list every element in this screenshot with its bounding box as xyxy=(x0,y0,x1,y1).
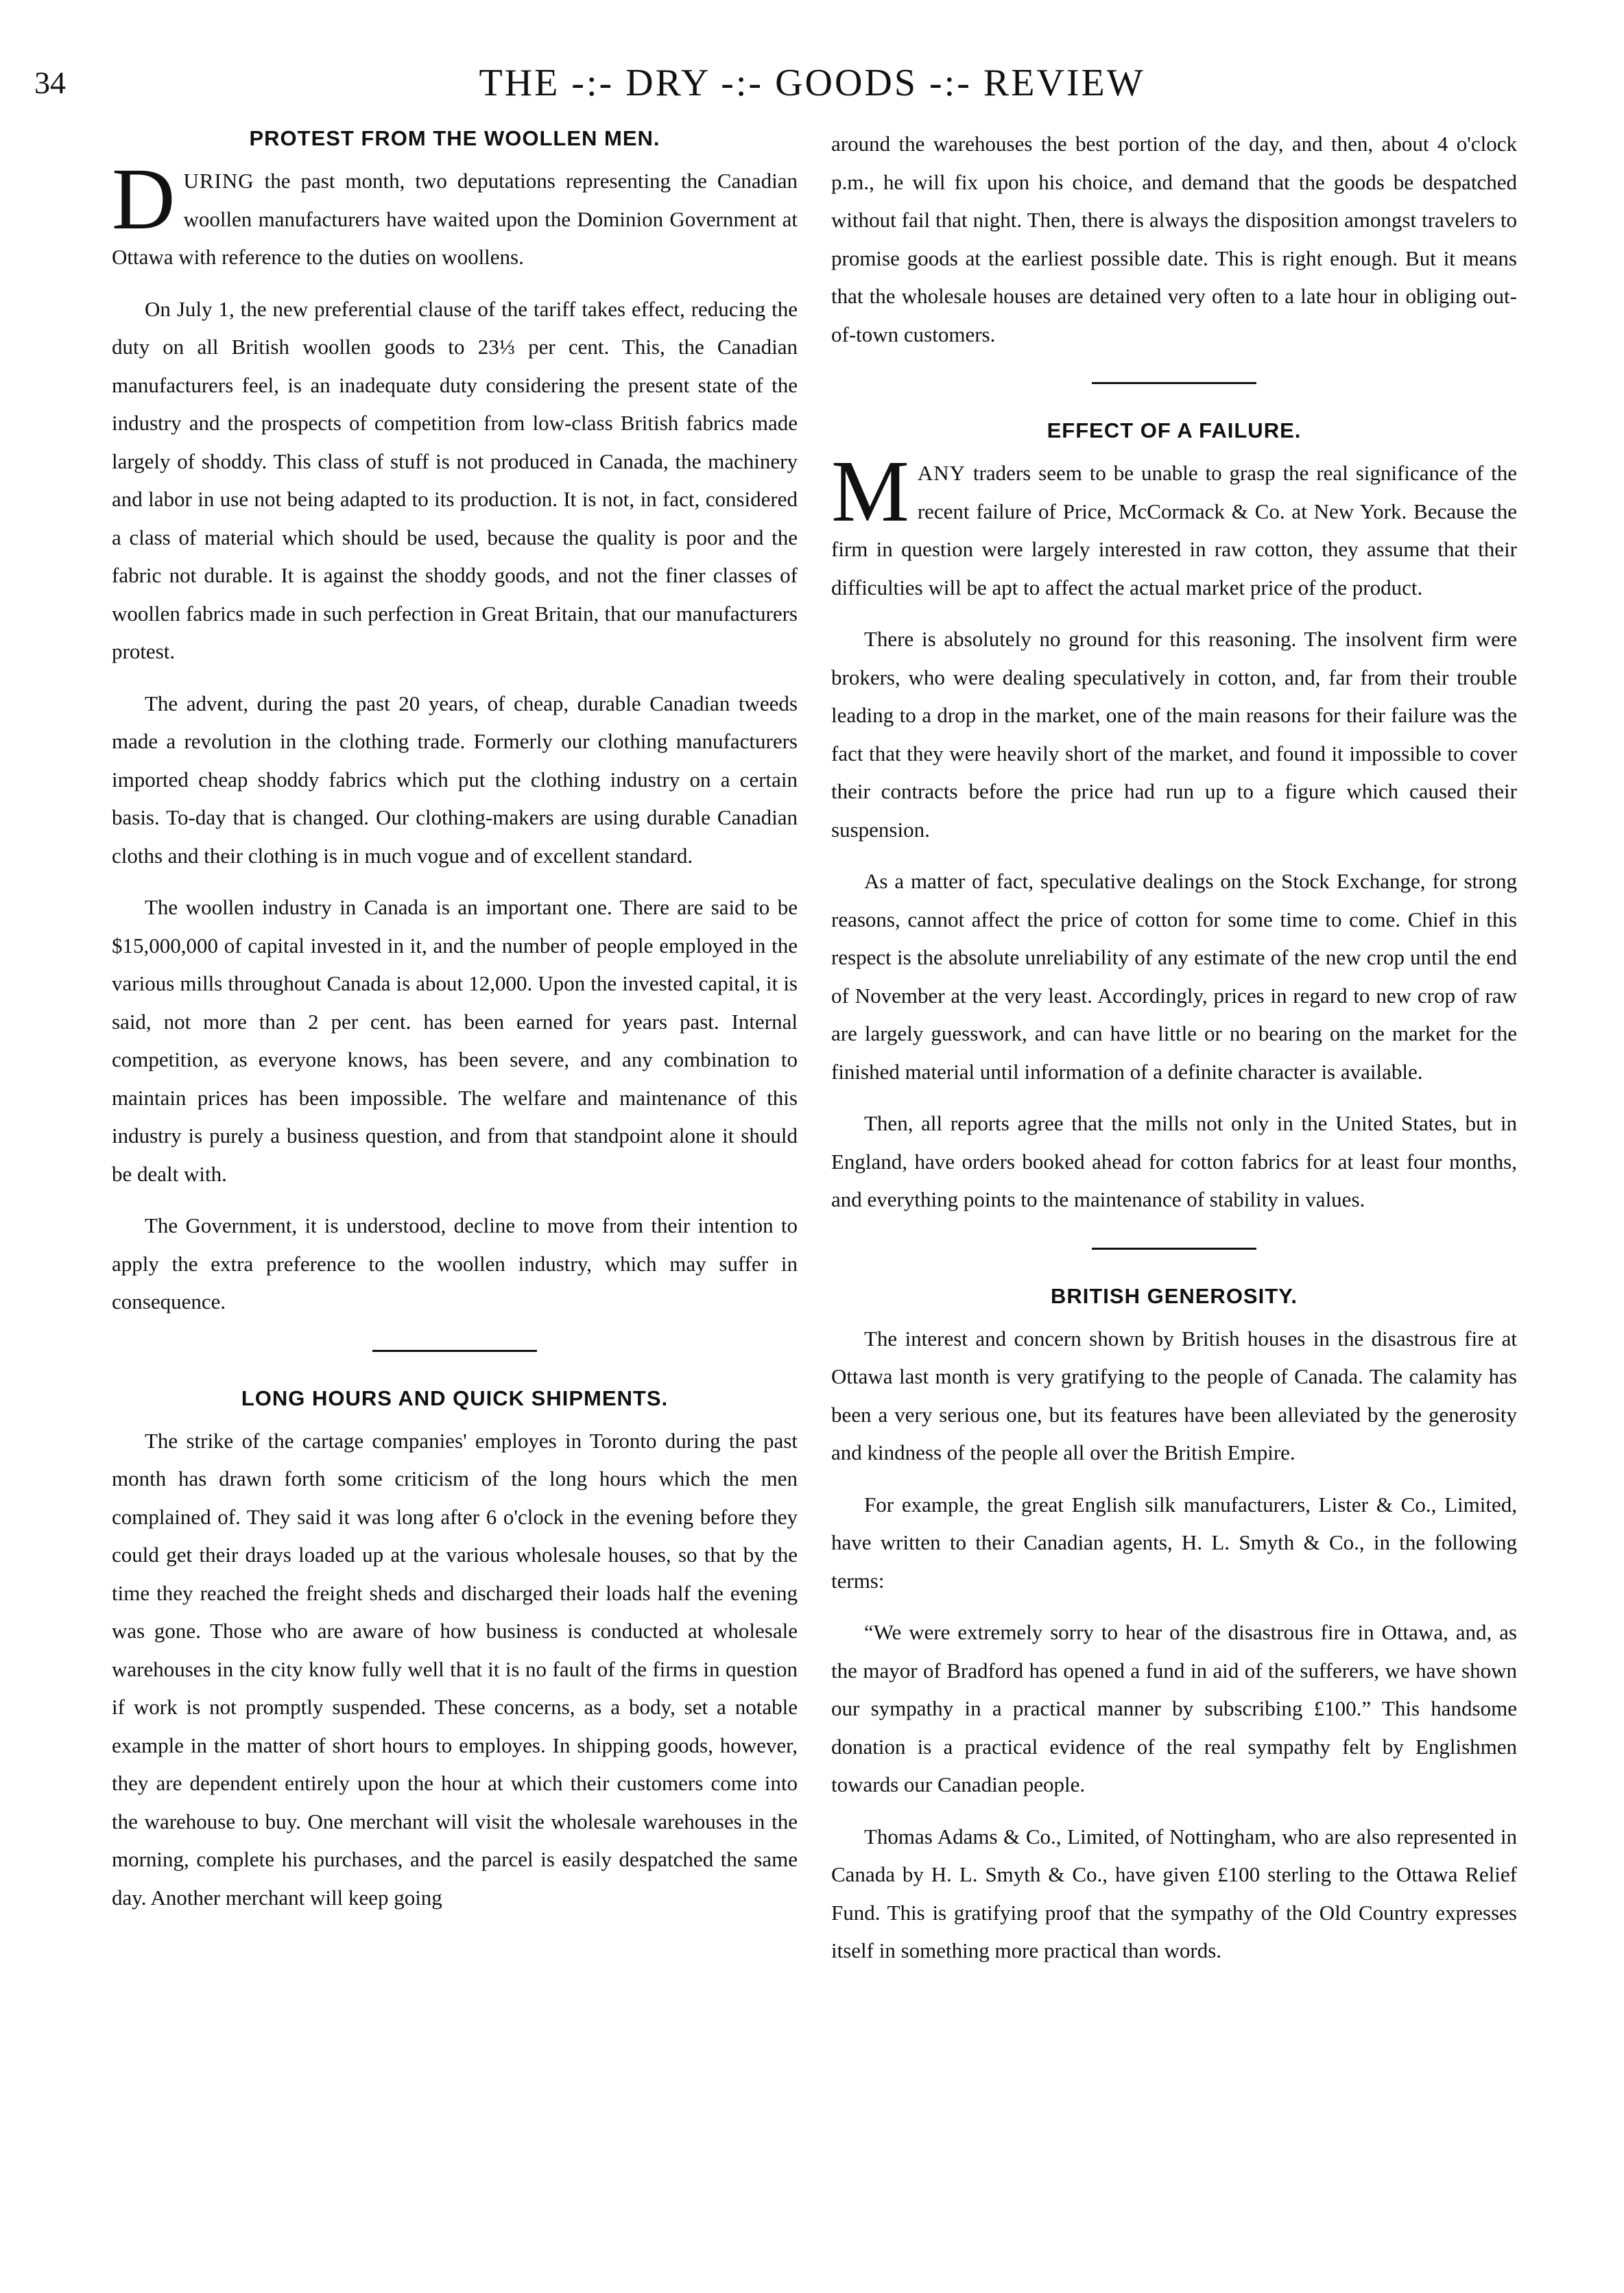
page-header xyxy=(0,59,1624,107)
article-heading: EFFECT OF A FAILURE. xyxy=(1047,418,1302,442)
article-protest-woollen-men xyxy=(112,125,798,1321)
article-heading: LONG HOURS AND QUICK SHIPMENTS. xyxy=(241,1386,669,1410)
article-paragraph xyxy=(831,442,1517,606)
article-paragraph xyxy=(112,150,798,276)
article-paragraph: There is absolutely no ground for this reasoning. The insolvent firm were brokers, who were dealing speculatively in cotton, and, far from their trouble leading to a drop in the market, one of the main reasons for their failure was the fact that they were heavily short of the market, and found it impossible to cover their contracts before the price had run up to a figure which caused their suspension. xyxy=(831,627,1517,842)
article-british-generosity xyxy=(831,1283,1517,1970)
article-paragraph: For example, the great English silk manufacturers, Lister & Co., Limited, have written to their Canadian agents, H. L. Smyth & Co., in the following terms: xyxy=(831,1492,1517,1593)
article-long-hours xyxy=(112,1385,798,1917)
article-paragraph: The interest and concern shown by British houses in the disastrous fire at Ottawa last month is very gratifying to the people of Canada. The calamity has been a very serious one, but its features have been alleviated by the generosity and kindness of the people all over the British Empire. xyxy=(831,1326,1517,1464)
article-paragraph: around the warehouses the best portion of the day, and then, about 4 o'clock p.m., he will fix upon his choice, and demand that the goods be despatched without fail that night. Then, there is always the disposition amongst travelers to promise goods at the earliest possible date. This is right enough. But it means that the wholesale houses are detained very often to a late hour in obliging out-of-town customers. xyxy=(831,132,1517,346)
drop-cap: D xyxy=(112,150,176,248)
article-paragraph: Then, all reports agree that the mills not only in the United States, but in England, have orders booked ahead for cotton fabrics for at least four months, and everything points to the maintenance of stability in values. xyxy=(831,1111,1517,1211)
article-heading: BRITISH GENEROSITY. xyxy=(1050,1283,1298,1308)
paragraph-text: traders seem to be unable to grasp the real significance of the recent failure of Price, McCormack & Co. at New York. Because the firm in question were largely interested in raw cotton, they assume that their difficulties will be apt to affect the actual market price of the product. xyxy=(831,461,1517,599)
section-divider xyxy=(372,1350,537,1352)
article-paragraph: Thomas Adams & Co., Limited, of Nottingham, who are also represented in Canada by H. L. Smyth & Co., have given £100 sterling to the Ottawa Relief Fund. This is gratifying proof that the sympathy of the Old Country expresses itself in something more practical than words. xyxy=(831,1824,1517,1962)
article-paragraph: The woollen industry in Canada is an important one. There are said to be $15,000,000 of capital invested in it, and the number of people employed in the various mills throughout Canada is about 12,000. Upon the invested capital, it is said, not more than 2 per cent. has been earned for years past. Internal competition, as everyone knows, has been severe, and any combination to maintain prices has been impossible. The welfare and maintenance of this industry is purely a business question, and from that standpoint alone it should be dealt with. xyxy=(112,895,798,1186)
article-paragraph: As a matter of fact, speculative dealings on the Stock Exchange, for strong reasons, cannot affect the price of cotton for some time to come. Chief in this respect is the absolute unreliability of any estimate of the new crop until the end of November at the very least. Accordingly, prices in regard to new crop of raw are largely guesswork, and can have little or no bearing on the market for the finished material until information of a definite character is available. xyxy=(831,869,1517,1084)
paragraph-text: the past month, two deputations representing the Canadian woollen manufacturers have waited upon the Dominion Government at Ottawa with reference to the duties on woollens. xyxy=(112,169,798,269)
article-long-hours-continued xyxy=(831,125,1517,353)
section-divider xyxy=(1092,382,1256,384)
article-paragraph: “We were extremely sorry to hear of the disastrous fire in Ottawa, and, as the mayor of Bradford has opened a fund in aid of the sufferers, we have shown our sympathy in a practical manner by subscribing £100.” This handsome donation is a practical evidence of the real sympathy felt by Englishmen towards our Canadian people. xyxy=(831,1620,1517,1796)
left-column xyxy=(112,125,798,1930)
section-divider xyxy=(1092,1248,1256,1250)
running-title: THE -:- DRY -:- GOODS -:- REVIEW xyxy=(479,62,1145,104)
article-effect-of-failure xyxy=(831,417,1517,1219)
right-column xyxy=(831,125,1517,1984)
article-paragraph: The Government, it is understood, decline to move from their intention to apply the extra preference to the woollen industry, which may suffer in consequence. xyxy=(112,1213,798,1314)
article-paragraph: The advent, during the past 20 years, of cheap, durable Canadian tweeds made a revolution in the clothing trade. Formerly our clothing manufacturers imported cheap shoddy fabrics which put the clothing industry on a certain basis. To-day that is changed. Our clothing-makers are using durable Canadian cloths and their clothing is in much vogue and of excellent standard. xyxy=(112,691,798,868)
lead-word: ANY xyxy=(917,461,966,485)
article-heading: PROTEST FROM THE WOOLLEN MEN. xyxy=(249,126,660,150)
article-paragraph: On July 1, the new preferential clause of the tariff takes effect, reducing the duty on all British woollen goods to 23⅓ per cent. This, the Canadian manufacturers feel, is an inadequate duty considering the present state of the industry and the prospects of competition from low-class British fabrics made largely of shoddy. This class of stuff is not produced in Canada, the machinery and labor in use not being adapted to its production. It is not, in fact, considered a class of material which should be used, because the quality is poor and the fabric not durable. It is against the shoddy goods, and not the finer classes of woollen fabrics made in such perfection in Great Britain, that our manufacturers protest. xyxy=(112,296,798,663)
article-paragraph: The strike of the cartage companies' employes in Toronto during the past month has drawn forth some criticism of the long hours which the men complained of. They said it was long after 6 o'clock in the evening before they could get their drays loaded up at the various wholesale houses, so that by the time they reached the freight sheds and discharged their loads half the evening was gone. Those who are aware of how business is conducted at wholesale warehouses in the city know fully well that it is no fault of the firms in question if work is not promptly suspended. These concerns, as a body, set a notable example in the matter of short hours to employes. In shipping goods, however, they are dependent entirely upon the hour at which their customers come into the warehouse to buy. One merchant will visit the wholesale warehouses in the morning, complete his purchases, and the parcel is easily despatched the same day. Another merchant will keep going xyxy=(112,1428,798,1910)
page-number: 34 xyxy=(34,65,66,100)
lead-word: URING xyxy=(183,169,254,193)
drop-cap: M xyxy=(831,442,909,540)
